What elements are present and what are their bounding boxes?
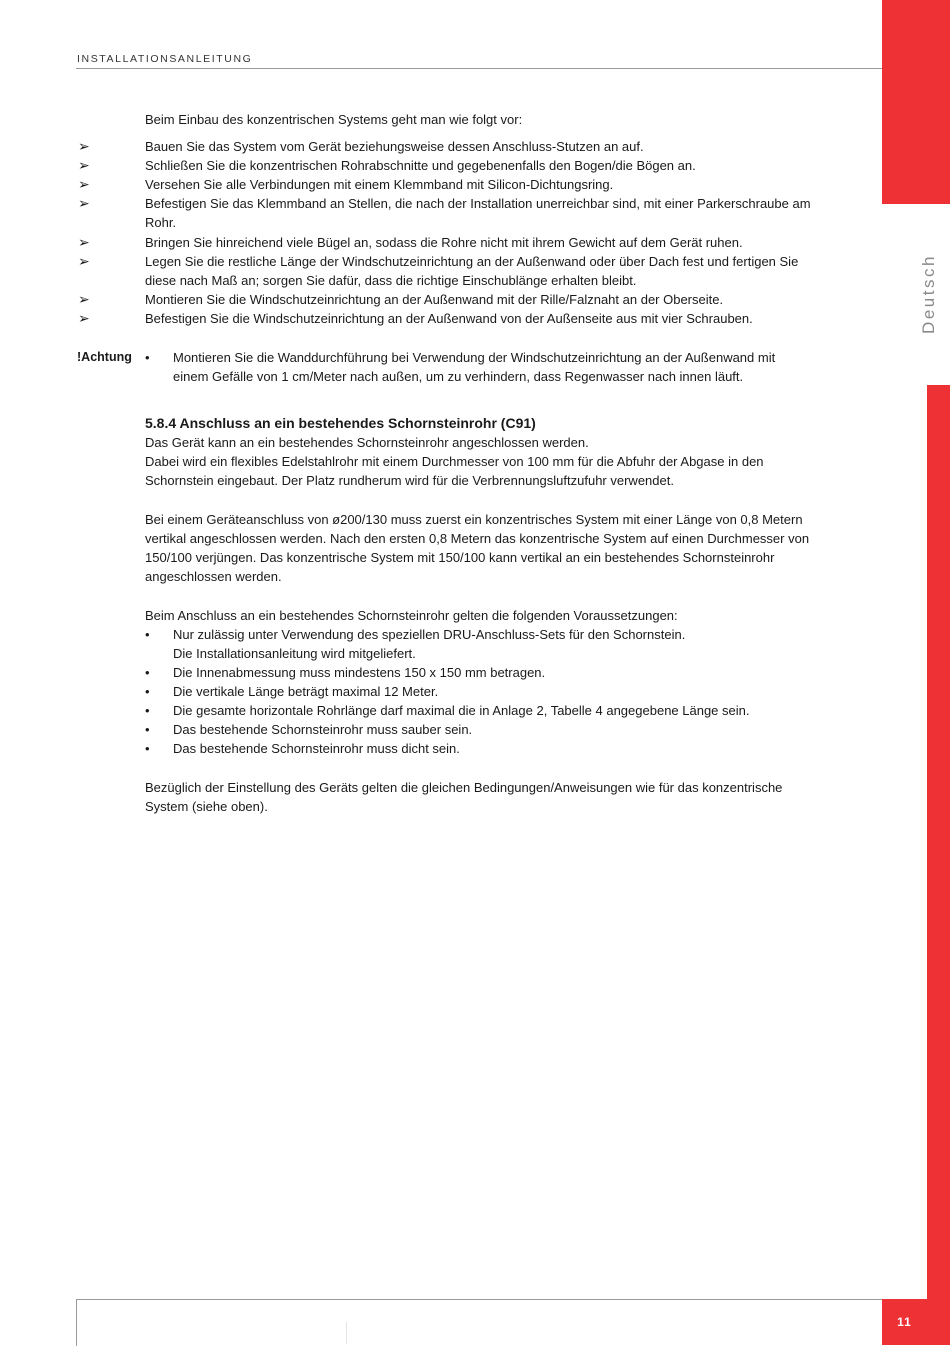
step-line: Legen Sie die restliche Länge der Windschutzeinrichtung an der Außenwand oder über Dach fest und fertigen Sie xyxy=(145,254,799,269)
bullet-dot-icon: • xyxy=(145,627,150,642)
condition-item: Die gesamte horizontale Rohrlänge darf maximal die in Anlage 2, Tabelle 4 angegebene Länge sein. xyxy=(173,703,750,718)
paragraph-line: Schornstein eingebaut. Der Platz rundherum wird für die Verbrennungsluftzufuhr verwendet. xyxy=(145,473,674,488)
bullet-dot-icon: • xyxy=(145,350,150,365)
arrow-bullet-icon: ➢ xyxy=(78,234,90,250)
arrow-bullet-icon: ➢ xyxy=(78,310,90,326)
bullet-dot-icon: • xyxy=(145,703,150,718)
section-heading: 5.8.4 Anschluss an ein bestehendes Schornsteinrohr (C91) xyxy=(145,415,536,431)
red-side-strip xyxy=(927,385,950,1345)
footer-frame xyxy=(76,1299,883,1346)
step-line: Befestigen Sie die Windschutzeinrichtung an der Außenwand von der Außenseite aus mit vier Schrauben. xyxy=(145,311,753,326)
footer-divider xyxy=(346,1322,347,1344)
condition-item: Die vertikale Länge beträgt maximal 12 Meter. xyxy=(173,684,439,699)
arrow-bullet-icon: ➢ xyxy=(78,291,90,307)
closing-line: Bezüglich der Einstellung des Geräts gelten die gleichen Bedingungen/Anweisungen wie für das konzentrische xyxy=(145,780,783,795)
condition-item: Nur zulässig unter Verwendung des speziellen DRU-Anschluss-Sets für den Schornstein. xyxy=(173,627,686,642)
warning-text-line: einem Gefälle von 1 cm/Meter nach außen, um zu verhindern, dass Regenwasser nach innen läuft. xyxy=(173,369,744,384)
condition-item: Das bestehende Schornsteinrohr muss sauber sein. xyxy=(173,722,473,737)
step-line-continuation: Rohr. xyxy=(145,215,177,230)
page-header-label: INSTALLATIONSANLEITUNG xyxy=(77,53,253,65)
paragraph-line: Bei einem Geräteanschluss von ø200/130 muss zuerst ein konzentrisches System mit einer Länge von 0,8 Metern xyxy=(145,512,803,527)
condition-item: Die Innenabmessung muss mindestens 150 x 150 mm betragen. xyxy=(173,665,546,680)
step-line-continuation: diese nach Maß an; sorgen Sie dafür, dass die richtige Einschublänge erhalten bleibt. xyxy=(145,273,637,288)
header-divider xyxy=(76,68,882,69)
conditions-intro: Beim Anschluss an ein bestehendes Schornsteinrohr gelten die folgenden Voraussetzungen: xyxy=(145,608,678,623)
arrow-bullet-icon: ➢ xyxy=(78,195,90,211)
warning-label: !Achtung xyxy=(77,350,132,364)
paragraph-line: Dabei wird ein flexibles Edelstahlrohr mit einem Durchmesser von 100 mm für die Abfuhr der Abgase in den xyxy=(145,454,764,469)
condition-item: Das bestehende Schornsteinrohr muss dicht sein. xyxy=(173,741,460,756)
intro-text: Beim Einbau des konzentrischen Systems geht man wie folgt vor: xyxy=(145,112,523,127)
paragraph-line: vertikal angeschlossen werden. Nach den ersten 0,8 Metern das konzentrische System auf einen Durchmesser von xyxy=(145,531,810,546)
page-number: 11 xyxy=(882,1299,927,1345)
bullet-dot-icon: • xyxy=(145,665,150,680)
language-tab-label: Deutsch xyxy=(919,254,938,334)
step-line: Bauen Sie das System vom Gerät beziehungsweise dessen Anschluss-Stutzen an auf. xyxy=(145,139,644,154)
arrow-bullet-icon: ➢ xyxy=(78,157,90,173)
paragraph-line: angeschlossen werden. xyxy=(145,569,282,584)
bullet-dot-icon: • xyxy=(145,741,150,756)
arrow-bullet-icon: ➢ xyxy=(78,253,90,269)
step-line: Befestigen Sie das Klemmband an Stellen, die nach der Installation unerreichbar sind, mit einer Parkerschraube am xyxy=(145,196,811,211)
step-line: Schließen Sie die konzentrischen Rohrabschnitte und gegebenenfalls den Bogen/die Bögen an. xyxy=(145,158,696,173)
bullet-dot-icon: • xyxy=(145,684,150,699)
paragraph-line: 150/100 verjüngen. Das konzentrische System mit 150/100 kann vertikal an ein bestehendes Schornsteinrohr xyxy=(145,550,775,565)
paragraph-line: Das Gerät kann an ein bestehendes Schornsteinrohr angeschlossen werden. xyxy=(145,435,589,450)
step-line: Bringen Sie hinreichend viele Bügel an, sodass die Rohre nicht mit ihrem Gewicht auf dem Gerät ruhen. xyxy=(145,235,743,250)
bullet-dot-icon: • xyxy=(145,722,150,737)
warning-text-line: Montieren Sie die Wanddurchführung bei Verwendung der Windschutzeinrichtung an der Außenwand mit xyxy=(173,350,776,365)
condition-item-continuation: Die Installationsanleitung wird mitgeliefert. xyxy=(173,646,416,661)
arrow-bullet-icon: ➢ xyxy=(78,138,90,154)
closing-line: System (siehe oben). xyxy=(145,799,268,814)
step-line: Versehen Sie alle Verbindungen mit einem Klemmband mit Silicon-Dichtungsring. xyxy=(145,177,614,192)
red-corner-block xyxy=(882,0,950,204)
arrow-bullet-icon: ➢ xyxy=(78,176,90,192)
step-line: Montieren Sie die Windschutzeinrichtung an der Außenwand mit der Rille/Falznaht an der Oberseite. xyxy=(145,292,724,307)
